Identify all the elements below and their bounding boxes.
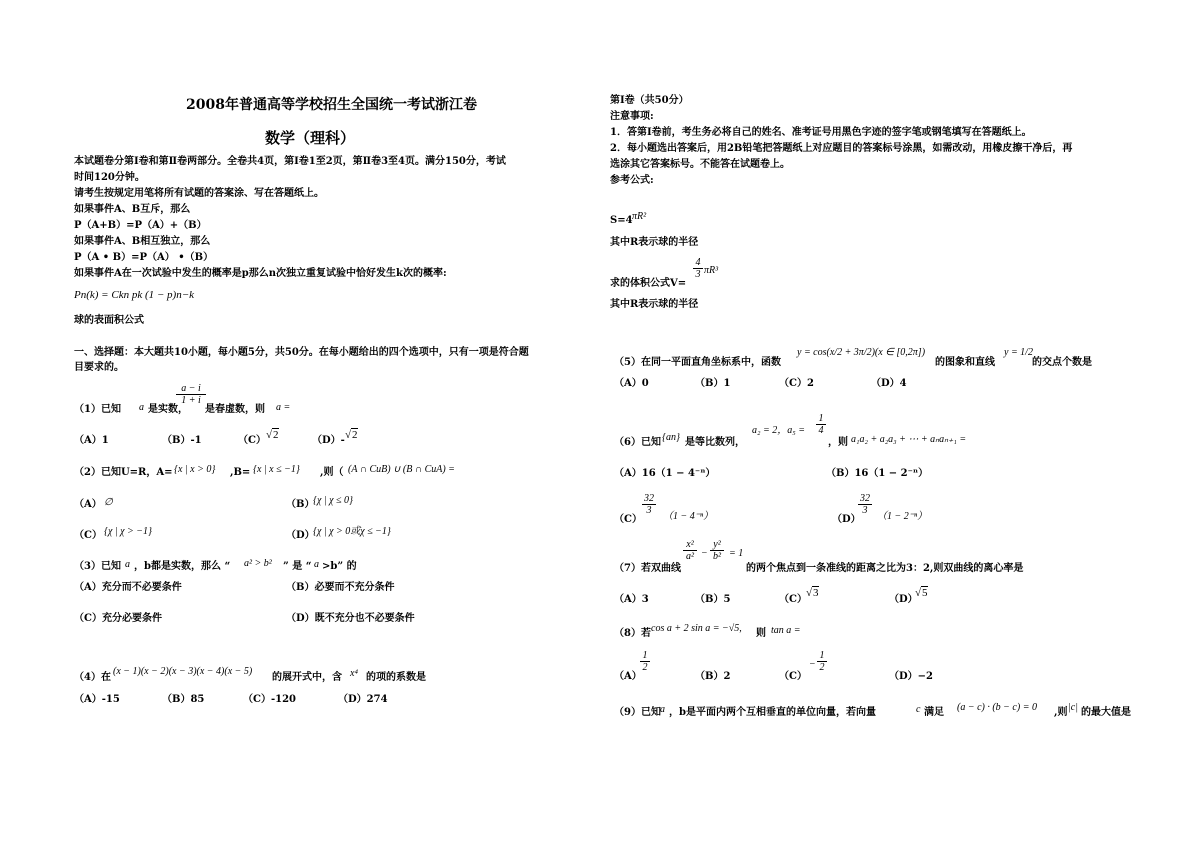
q9-text-h: 的最大值是 bbox=[1081, 707, 1131, 718]
q5-line: y = 1/2 bbox=[1004, 347, 1033, 358]
q3-condition-2: a bbox=[314, 559, 319, 570]
q1-option-b: （B）-1 bbox=[162, 435, 202, 446]
q5-option-c: （C）2 bbox=[779, 378, 814, 389]
sphere-volume-formula: 求的体积公式V= bbox=[610, 278, 687, 289]
q8-option-c: （C） bbox=[779, 671, 807, 682]
q6-option-c-fraction bbox=[642, 493, 656, 516]
q8-tan: tan a = bbox=[771, 625, 801, 636]
q9-text-b: ，b是平面内两个互相垂直的单位向量，若向量 bbox=[669, 707, 876, 718]
section-1-heading-b: 目要求的。 bbox=[74, 362, 124, 373]
q2-text-b: ,B= bbox=[230, 467, 251, 478]
q2-option-b: （B） bbox=[286, 499, 315, 510]
q7-frac-x-den: a² bbox=[686, 551, 694, 562]
formula-line-4: P（A • B）=P（A） •（B） bbox=[74, 252, 214, 263]
q7-frac-x-num: x² bbox=[686, 539, 694, 550]
sphere-area-expression: πR² bbox=[632, 211, 647, 222]
q4-text-b: 的展开式中，含 bbox=[272, 672, 342, 683]
formula-line-1: 如果事件A、B互斥，那么 bbox=[74, 204, 191, 215]
q9-prefix: （9）已知 bbox=[614, 707, 661, 718]
q8-option-a-den: 2 bbox=[642, 662, 648, 673]
q9-var-c: c bbox=[916, 704, 921, 715]
q7-equals: = 1 bbox=[729, 548, 744, 559]
q3-text-b: ，b都是实数，那么 “ bbox=[134, 561, 231, 572]
exam-subtitle: 数学（理科） bbox=[265, 129, 356, 147]
q8-prefix: （8）若 bbox=[614, 628, 651, 639]
q2-option-b-value: {χ | χ ≤ 0} bbox=[313, 495, 354, 506]
q7-option-c-value: 3 bbox=[813, 587, 819, 599]
q6-fraction bbox=[816, 413, 826, 436]
q1-prefix: （1）已知 bbox=[74, 404, 121, 415]
q8-equation: cos a + 2 sin a = −√5, bbox=[651, 623, 742, 634]
q3-condition-1: a² > b² bbox=[244, 558, 272, 569]
q5-text-c: 的交点个数是 bbox=[1032, 357, 1092, 368]
q6-frac-num: 1 bbox=[818, 413, 824, 424]
q3-option-d: （D）既不充分也不必要条件 bbox=[286, 613, 415, 624]
intro-line-2: 时间120分钟。 bbox=[74, 172, 145, 183]
q6-option-d-den: 3 bbox=[862, 505, 868, 516]
q5-prefix: （5）在同一平面直角坐标系中，函数 bbox=[614, 357, 781, 368]
q1-var-a: a bbox=[139, 402, 144, 413]
q5-option-a: （A）0 bbox=[614, 378, 649, 389]
q1-option-d-value: 2 bbox=[352, 429, 358, 441]
q1-text-d: a = bbox=[276, 402, 291, 413]
q6-option-d-fraction bbox=[858, 493, 872, 516]
q2-set-a: {x | x > 0} bbox=[174, 464, 216, 475]
volume-frac-den: 3 bbox=[695, 269, 701, 280]
q8-option-c-num: 1 bbox=[819, 650, 825, 661]
q2-option-a: （A） bbox=[74, 499, 102, 510]
q2-text-c: ,则（ bbox=[320, 467, 344, 478]
q7-frac-y-num: y² bbox=[713, 539, 721, 550]
q4-option-c: （C）-120 bbox=[243, 694, 296, 705]
q7-text-b: 的两个焦点到一条准线的距离之比为3：2,则双曲线的离心率是 bbox=[746, 563, 1024, 574]
q6-prefix: （6）已知 bbox=[614, 437, 661, 448]
q8-option-a-fraction bbox=[640, 650, 650, 673]
q6-text-d: ，则 bbox=[828, 437, 848, 448]
q1-text-b: 是实数， bbox=[148, 404, 188, 415]
formula-line-3: 如果事件A、B相互独立，那么 bbox=[74, 236, 211, 247]
formula-line-5: 如果事件A在一次试验中发生的概率是p那么n次独立重复试验中恰好发生k次的概率: bbox=[74, 268, 447, 279]
volume-fraction bbox=[693, 257, 703, 280]
q8-option-c-fraction bbox=[817, 650, 827, 673]
q7-option-d: （D） bbox=[889, 594, 918, 605]
q1-option-d-sqrt: √2 bbox=[345, 429, 358, 441]
q7-fraction-y bbox=[710, 539, 724, 562]
q8-text-b: 则 bbox=[756, 628, 766, 639]
sphere-area-formula: S=4 bbox=[610, 215, 633, 226]
notice-item-2a: 2．每小题选出答案后，用2B铅笔把答题纸上对应题目的答案标号涂黑，如需改动，用橡皮擦干净后，再 bbox=[610, 143, 1073, 154]
q4-option-b: （B）85 bbox=[162, 694, 205, 705]
q1-frac-num: a − i bbox=[181, 383, 201, 394]
q1-text-c: 是春虚数，则 bbox=[205, 404, 265, 415]
q6-option-c-num: 32 bbox=[644, 493, 654, 504]
q9-norm-c: |c| bbox=[1068, 702, 1078, 713]
q4-expression: (x − 1)(x − 2)(x − 3)(x − 4)(x − 5) bbox=[113, 666, 253, 677]
q9-text-f: ,则 bbox=[1054, 707, 1068, 718]
q6-option-c-den: 3 bbox=[646, 505, 652, 516]
q2-set-b: {x | x ≤ −1} bbox=[253, 464, 300, 475]
q4-text-c: 的项的系数是 bbox=[366, 672, 426, 683]
q4-option-a: （A）-15 bbox=[74, 694, 120, 705]
q2-option-c-value: {χ | χ > −1} bbox=[104, 526, 153, 537]
exam-title: 2008年普通高等学校招生全国统一考试浙江卷 bbox=[186, 97, 477, 113]
q1-frac-den: 1 + i bbox=[181, 395, 201, 406]
q5-option-d: （D）4 bbox=[871, 378, 907, 389]
q2-option-d-value: {χ | χ > 0或χ ≤ −1} bbox=[313, 526, 391, 537]
notice-heading: 注意事项: bbox=[610, 111, 654, 122]
sphere-area-note: 其中R表示球的半径 bbox=[610, 237, 699, 248]
q8-option-d: （D）−2 bbox=[889, 671, 934, 682]
q6-option-c-expr: （1 − 4⁻ⁿ） bbox=[663, 511, 714, 522]
section-1-heading-a: 一、选择题：本大题共10小题，每小题5分，共50分。在每小题给出的四个选项中，只有一项是符合题 bbox=[74, 347, 529, 358]
q8-option-b: （B）2 bbox=[695, 671, 731, 682]
sphere-volume-note: 其中R表示球的半径 bbox=[610, 299, 699, 310]
q6-conditions: a₂ = 2，a₅ = bbox=[752, 425, 805, 436]
intro-line-3: 请考生按规定用笔将所有试题的答案涂、写在答题纸上。 bbox=[74, 188, 324, 199]
notice-item-2b: 选涂其它答案标号。不能答在试题卷上。 bbox=[610, 159, 790, 170]
q5-option-b: （B）1 bbox=[695, 378, 731, 389]
q5-function: y = cos(x/2 + 3π/2)(x ∈ [0,2π]) bbox=[797, 347, 926, 358]
q6-sequence: {an} bbox=[662, 432, 680, 443]
volume-frac-num: 4 bbox=[695, 257, 701, 268]
q3-text-b2: ” 是 “ bbox=[283, 561, 312, 572]
q7-frac-y-den: b² bbox=[713, 551, 721, 562]
sphere-area-label: 球的表面积公式 bbox=[74, 315, 144, 326]
q4-option-d: （D）274 bbox=[338, 694, 388, 705]
q8-option-c-sign: − bbox=[809, 659, 816, 670]
q2-expression: (A ∩ CuB) ∪ (B ∩ CuA) = bbox=[348, 464, 455, 475]
q6-sum: a₁a₂ + a₂a₃ + ⋯ + aₙaₙ₊₁ = bbox=[851, 434, 967, 445]
q2-option-d: （D） bbox=[286, 530, 315, 541]
sphere-volume-expression: πR³ bbox=[704, 265, 719, 276]
q7-option-b: （B）5 bbox=[695, 594, 731, 605]
q1-fraction bbox=[176, 383, 206, 406]
notice-item-1: 1．答第Ⅰ卷前，考生务必将自己的姓名、准考证号用黑色字迹的签字笔或钢笔填写在答题纸上。 bbox=[610, 127, 1032, 138]
q5-text-b: 的图象和直线 bbox=[935, 357, 995, 368]
q7-option-d-value: 5 bbox=[922, 587, 928, 599]
q7-option-a: （A）3 bbox=[614, 594, 649, 605]
q6-option-c: （C） bbox=[614, 514, 642, 525]
q1-option-c-sqrt: √2 bbox=[266, 429, 279, 441]
q4-prefix: （4）在 bbox=[74, 672, 111, 683]
q6-option-d: （D） bbox=[832, 514, 861, 525]
q3-option-b: （B）必要而不充分条件 bbox=[286, 582, 395, 593]
q6-text-b: 是等比数列， bbox=[685, 437, 745, 448]
q7-option-c-sqrt: √3 bbox=[806, 587, 819, 599]
q9-var-a: a bbox=[660, 704, 665, 715]
part-1-heading: 第Ⅰ卷（共50分） bbox=[610, 95, 689, 106]
q1-option-a: （A）1 bbox=[74, 435, 109, 446]
q7-fraction-x bbox=[683, 539, 697, 562]
q1-option-c: （C） bbox=[238, 435, 266, 446]
intro-line-1: 本试题卷分第Ⅰ卷和第Ⅱ卷两部分。全卷共4页，第Ⅰ卷1至2页，第Ⅱ卷3至4页。满分150分，考试 bbox=[74, 156, 506, 167]
q9-condition: (a − c) · (b − c) = 0 bbox=[957, 702, 1037, 713]
q2-option-c: （C） bbox=[74, 530, 102, 541]
q9-text-d: 满足 bbox=[924, 707, 944, 718]
binomial-formula: Pn(k) = Ckn pk (1 − p)n−k bbox=[74, 289, 195, 301]
q4-x4: x⁴ bbox=[350, 668, 358, 679]
q3-text-d: >b” 的 bbox=[322, 561, 357, 572]
q7-minus: − bbox=[701, 548, 708, 559]
q3-option-a: （A）充分而不必要条件 bbox=[74, 582, 182, 593]
q6-option-d-num: 32 bbox=[860, 493, 870, 504]
reference-formulas-label: 参考公式: bbox=[610, 175, 654, 186]
q7-prefix: （7）若双曲线 bbox=[614, 563, 681, 574]
q8-option-a: （A） bbox=[614, 671, 642, 682]
q6-option-d-expr: （1 − 2⁻ⁿ） bbox=[877, 511, 928, 522]
q7-option-c: （C） bbox=[779, 594, 807, 605]
q2-prefix: （2）已知U=R，A= bbox=[74, 467, 173, 478]
formula-line-2: P（A+B）=P（A）+（B） bbox=[74, 220, 207, 231]
q1-option-d: （D）- bbox=[312, 435, 345, 446]
q3-prefix: （3）已知 bbox=[74, 561, 121, 572]
q8-option-a-num: 1 bbox=[642, 650, 648, 661]
q6-option-b: （B）16（1 − 2⁻ⁿ） bbox=[826, 468, 929, 479]
q3-option-c: （C）充分必要条件 bbox=[74, 613, 162, 624]
q8-option-c-den: 2 bbox=[819, 662, 825, 673]
q3-var-a: a bbox=[125, 559, 130, 570]
q6-frac-den: 4 bbox=[818, 425, 824, 436]
q7-option-d-sqrt: √5 bbox=[915, 587, 928, 599]
q6-option-a: （A）16（1 − 4⁻ⁿ） bbox=[614, 468, 716, 479]
q2-option-a-value: ∅ bbox=[104, 497, 113, 508]
q1-option-c-value: 2 bbox=[273, 429, 279, 441]
